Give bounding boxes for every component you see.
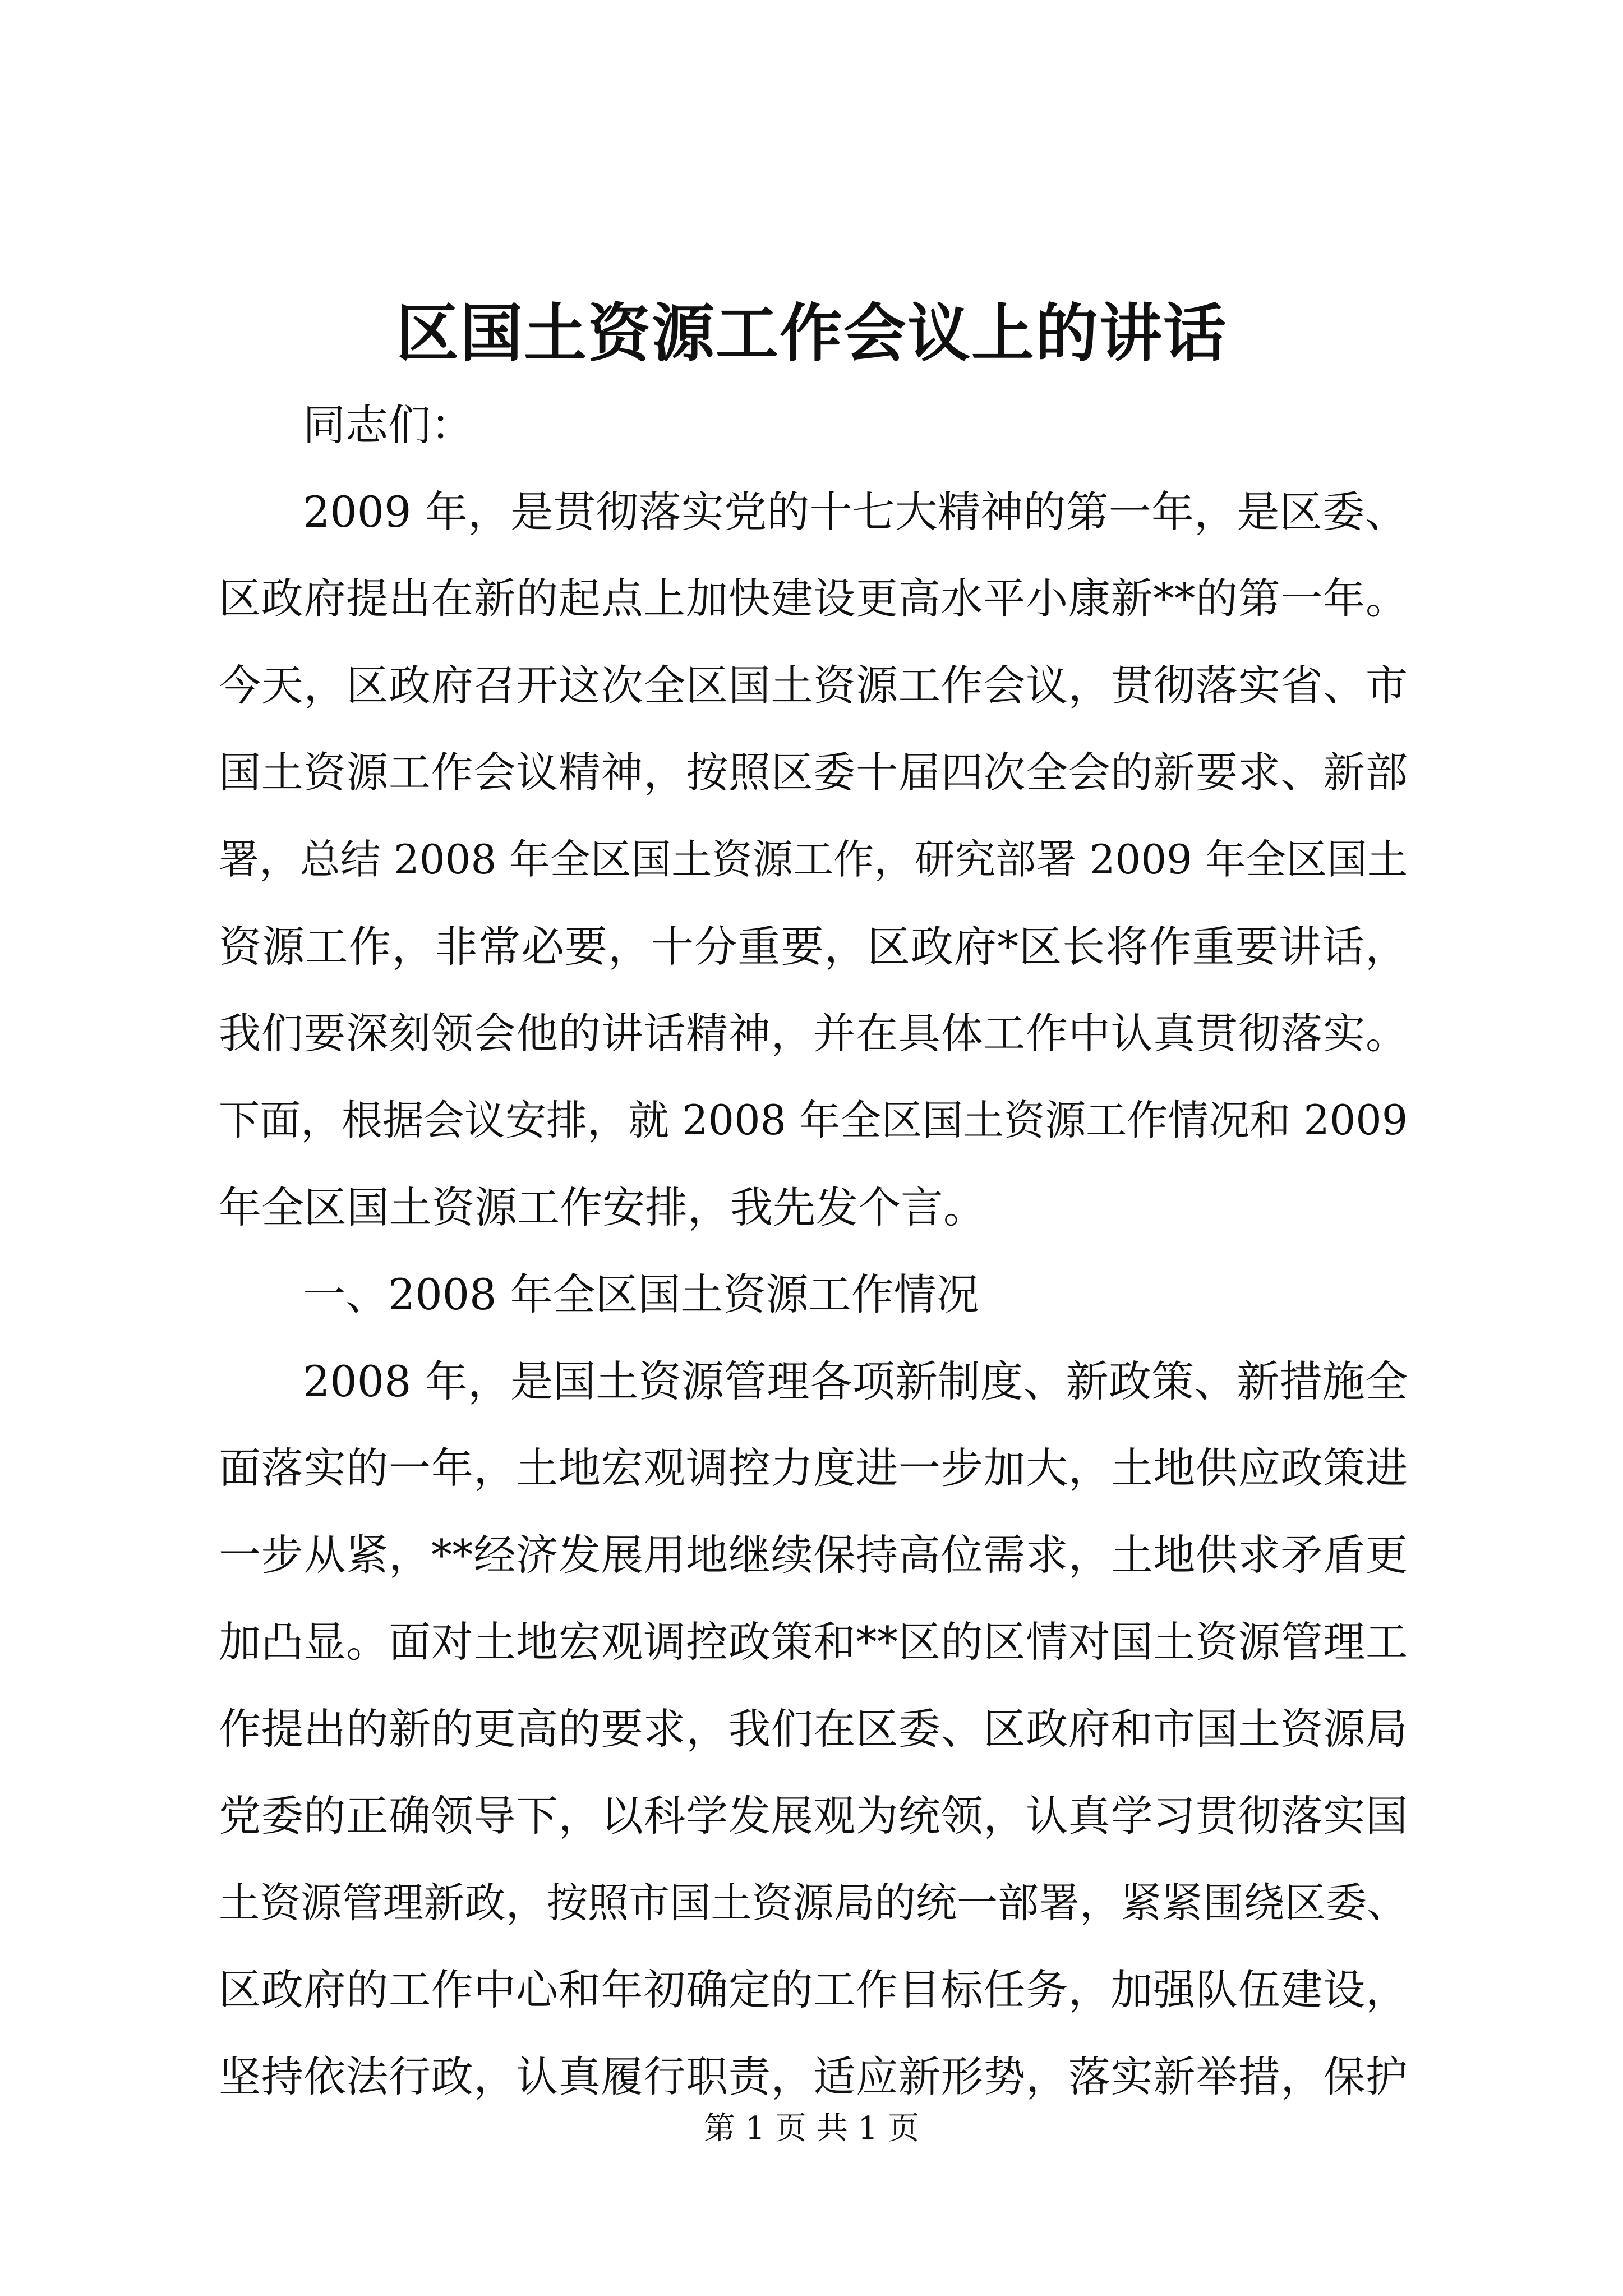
text-line: 一、2008 年全区国土资源工作情况 (303, 1269, 979, 1319)
text-line: 坚持依法行政，认真履行职责，适应新形势，落实新举措，保护 (219, 2052, 1408, 2101)
text-line: 今天，区政府召开这次全区国土资源工作会议，贯彻落实省、市 (219, 661, 1408, 710)
text-line: 党委的正确领导下，以科学发展观为统领，认真学习贯彻落实国 (219, 1791, 1408, 1841)
text-line: 2008 年，是国土资源管理各项新制度、新政策、新措施全 (303, 1356, 1408, 1406)
text-line: 一步从紧，**经济发展用地继续保持高位需求，土地供求矛盾更 (219, 1530, 1408, 1580)
document-title: 区国土资源工作会议上的讲话 (396, 297, 1227, 370)
text-line: 面落实的一年，土地宏观调控力度进一步加大，土地供应政策进 (219, 1443, 1408, 1493)
text-line: 同志们： (303, 400, 473, 450)
text-line: 下面，根据会议安排，就 2008 年全区国土资源工作情况和 2009 (219, 1097, 1408, 1144)
text-line: 加凸显。面对土地宏观调控政策和**区的区情对国土资源管理工 (219, 1617, 1408, 1667)
document-body (219, 381, 1408, 2120)
page-footer: 第 1 页 共 1 页 (703, 2110, 920, 2147)
text-line: 土资源管理新政，按照市国土资源局的统一部署，紧紧围绕区委、 (219, 1879, 1408, 1927)
text-line: 年全区国土资源工作安排，我先发个言。 (219, 1182, 986, 1232)
text-line: 国土资源工作会议精神，按照区委十届四次全会的新要求、新部 (219, 748, 1408, 797)
text-line: 署，总结 2008 年全区国土资源工作，研究部署 2009 年全区国土 (219, 836, 1408, 883)
text-line: 2009 年，是贯彻落实党的十七大精神的第一年，是区委、 (303, 487, 1408, 537)
text-line: 资源工作，非常必要，十分重要，区政府*区长将作重要讲话， (219, 922, 1408, 972)
text-line: 区政府提出在新的起点上加快建设更高水平小康新**的第一年。 (219, 574, 1408, 623)
text-line: 作提出的新的更高的要求，我们在区委、区政府和市国土资源局 (219, 1704, 1408, 1754)
text-line: 区政府的工作中心和年初确定的工作目标任务，加强队伍建设， (219, 1965, 1408, 2014)
text-line: 我们要深刻领会他的讲话精神，并在具体工作中认真贯彻落实。 (219, 1009, 1408, 1058)
